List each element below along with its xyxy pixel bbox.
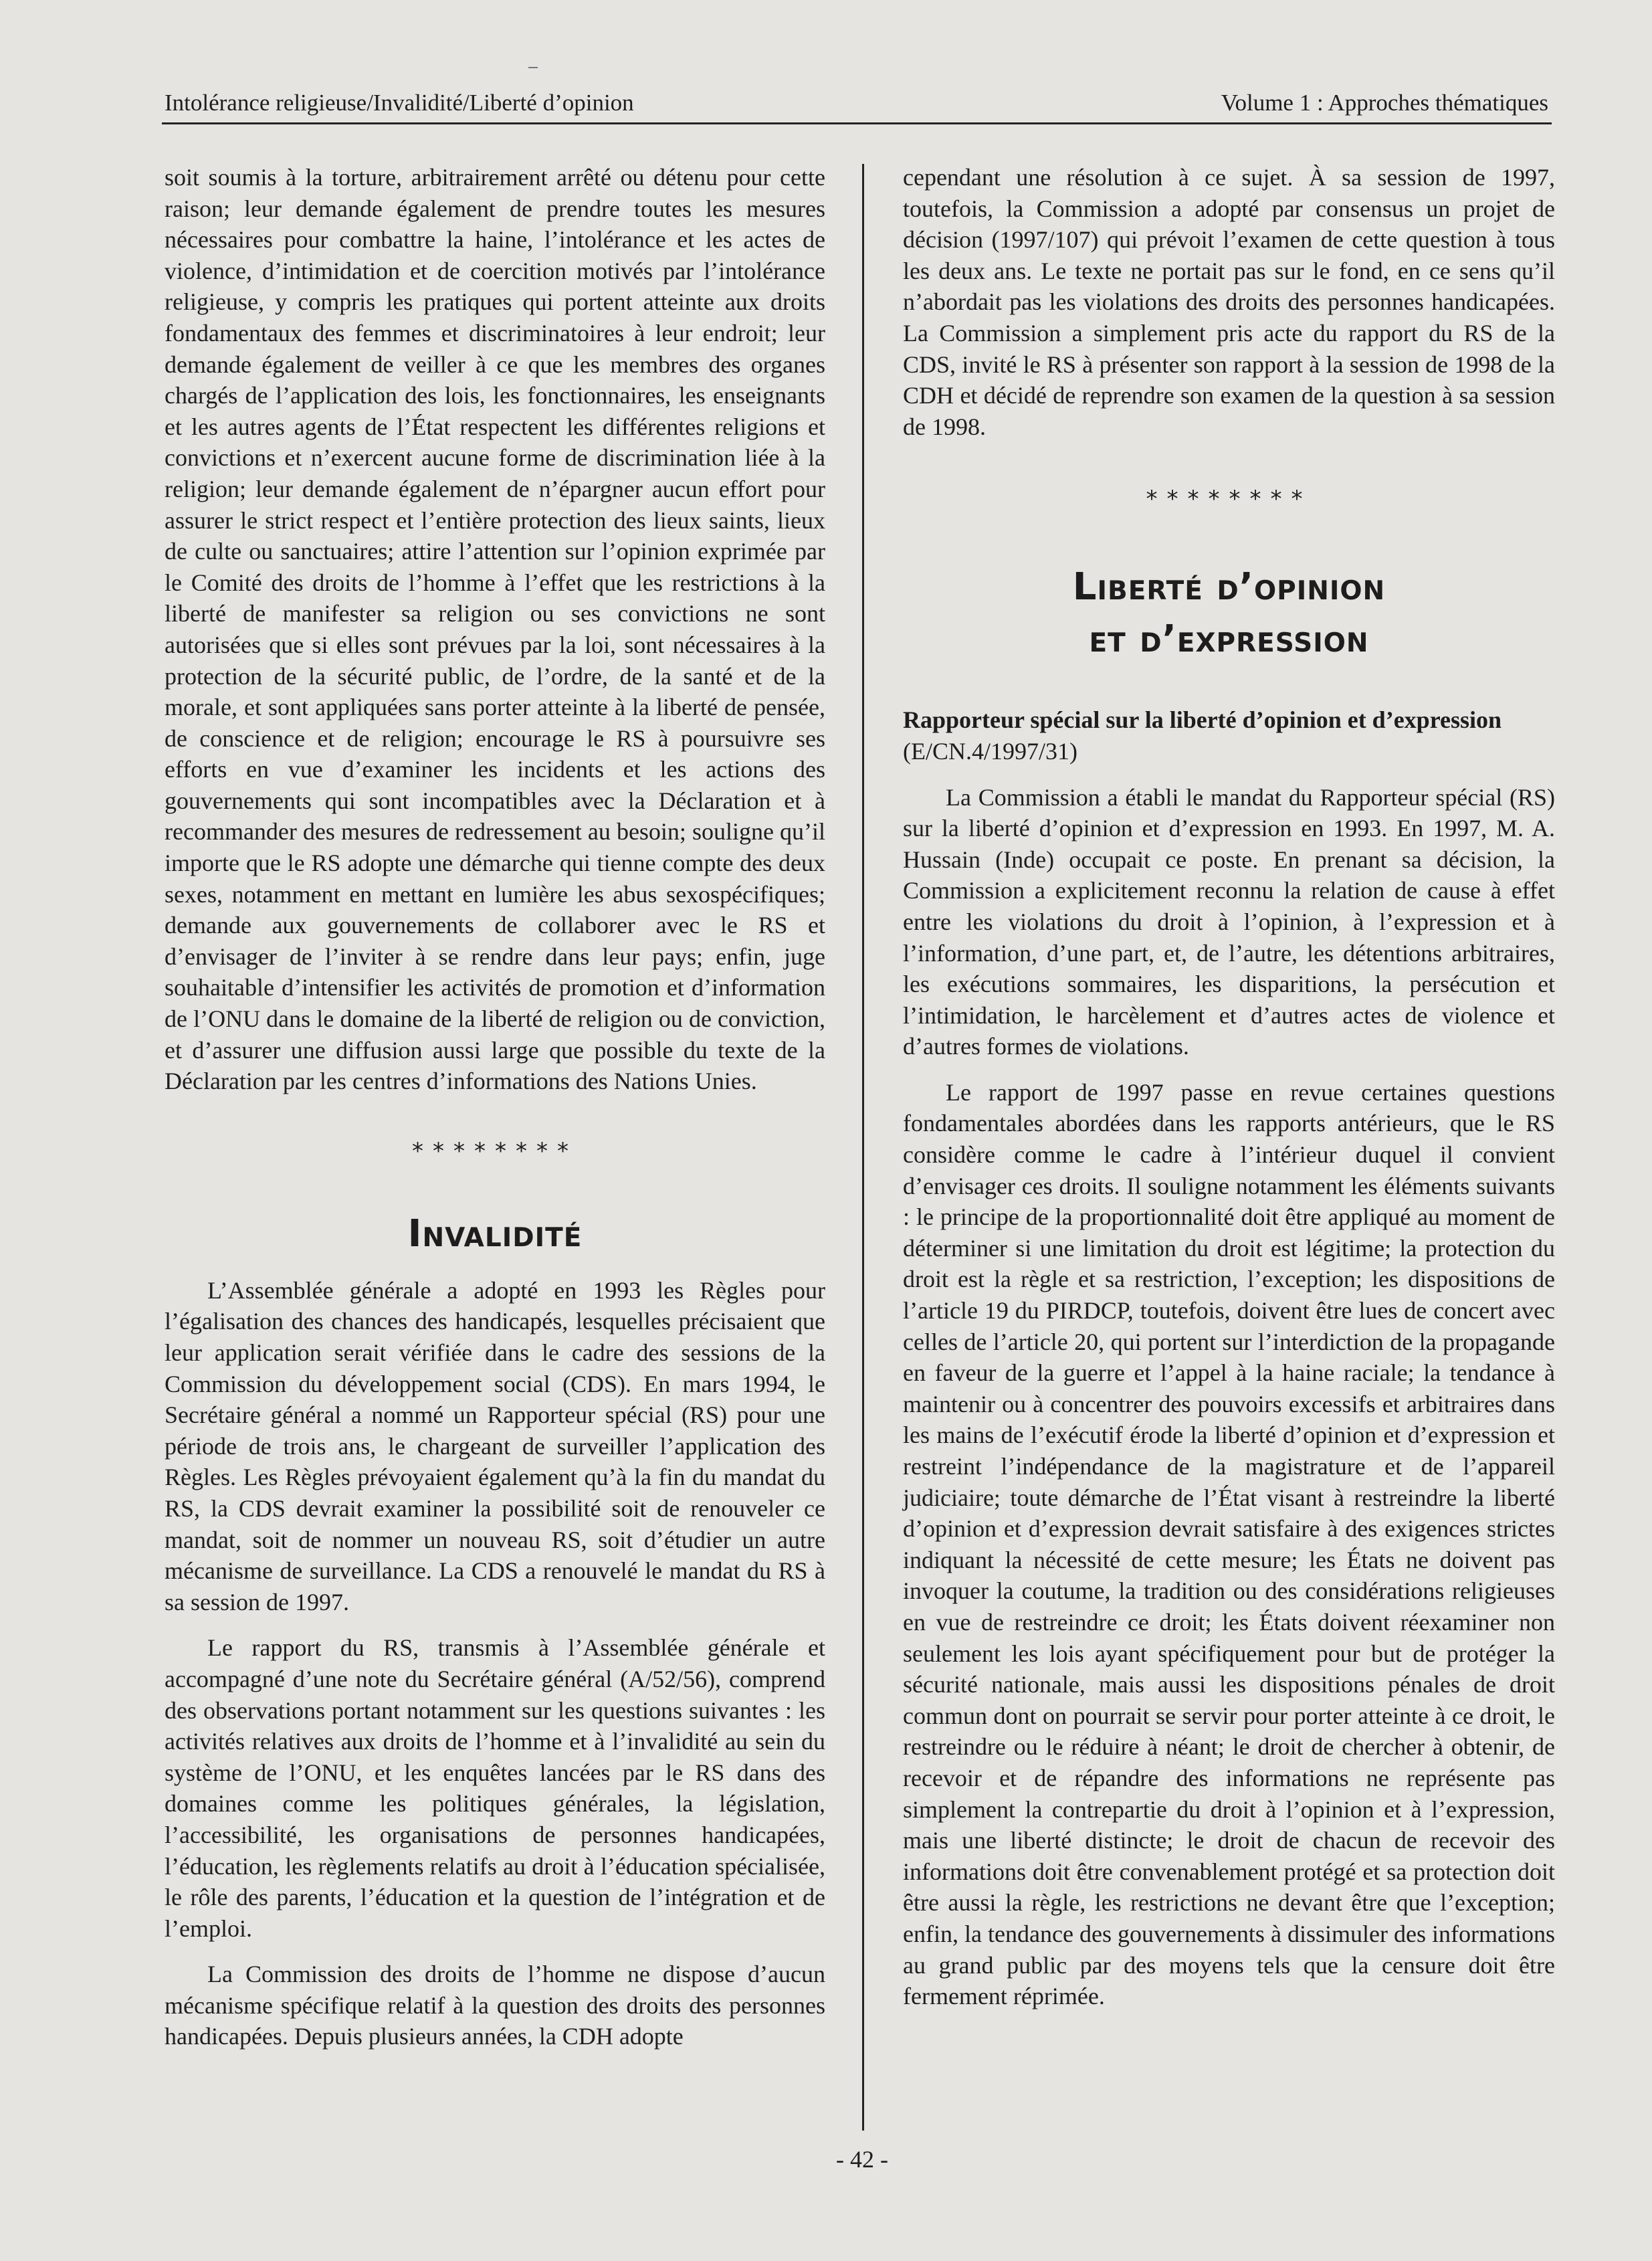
header-rule <box>162 122 1552 124</box>
document-reference: (E/CN.4/1997/31) <box>903 737 1077 765</box>
running-header-title: Intolérance religieuse/Invalidité/Liberté d’opinion <box>165 90 634 116</box>
section-separator: ******** <box>1146 486 1312 513</box>
left-column <box>165 162 825 2052</box>
paragraph: La Commission a établi le mandat du Rapporteur spécial (RS) sur la liberté d’opinion et d’expression en 1993. En 1997, M. A. Hussain (Inde) occupait ce poste. En prenant sa décision, la Commission a explicitement reconnu la relation de cause à effet entre les violations du droit à l’opinion, à l’expression et à l’information, d’une part, et, de l’autre, les détentions arbitraires, les exécutions sommaires, les disparitions, la persécution et l’intimidation, le harcèlement et d’autres actes de violence et d’autres formes de violations. <box>903 783 1555 1060</box>
paragraph: Le rapport du RS, transmis à l’Assemblée générale et accompagné d’une note du Secrétaire général (A/52/56), comprend des observations portant notamment sur les questions suivantes : les activités relatives aux droits de l’homme et à l’invalidité au sein du système de l’ONU, et les enquêtes lancées par le RS dans des domaines comme les politiques générales, la législation, l’accessibilité, les organisations de personnes handicapées, l’éducation, les règlements relatifs au droit à l’éducation spécialisée, le rôle des parents, l’éducation et la question de l’intégration et de l’emploi. <box>165 1634 825 1942</box>
section-heading-line: Liberté d’opinion <box>1072 565 1386 609</box>
section-heading-line: et d’expression <box>1089 617 1369 662</box>
subsection-heading <box>903 704 1555 767</box>
paragraph: La Commission des droits de l’homme ne dispose d’aucun mécanisme spécifique relatif à la question des droits des personnes handicapées. Depuis plusieurs années, la CDH adopte <box>165 1961 825 2050</box>
right-column <box>903 162 1555 2012</box>
paragraph: L’Assemblée générale a adopté en 1993 les Règles pour l’égalisation des chances des handicapés, lesquelles précisaient que leur application serait vérifiée dans le cadre des sessions de la Commission du développement social (CDS). En mars 1994, le Secrétaire général a nommé un Rapporteur spécial (RS) pour une période de trois ans, le chargeant de surveiller l’application des Règles. Les Règles prévoyaient également qu’à la fin du mandat du RS, la CDS devrait examiner la possibilité soit de renouveler ce mandat, soit de nommer un nouveau RS, soit d’étudier un autre mécanisme de surveillance. La CDS a renouvelé le mandat du RS à sa session de 1997. <box>165 1276 825 1615</box>
section-separator: ******** <box>412 1137 578 1165</box>
paragraph: cependant une résolution à ce sujet. À sa session de 1997, toutefois, la Commission a adopté par consensus un projet de décision (1997/107) qui prévoit l’examen de cette question à tous les deux ans. Le texte ne portait pas sur le fond, en ce sens qu’il n’abordait pas les violations des droits des personnes handicapées. La Commission a simplement pris acte du rapport du RS de la CDS, invité le RS à présenter son rapport à la session de 1998 de la CDH et décidé de reprendre son examen de la question à sa session de 1998. <box>903 164 1555 440</box>
paragraph: Le rapport de 1997 passe en revue certaines questions fondamentales abordées dans les rapports antérieurs, que le RS considère comme le cadre à l’intérieur duquel il convient d’envisager ces droits. Il souligne notamment les éléments suivants : le principe de la proportionnalité doit être appliqué au moment de déterminer si une limitation du droit est légitime; la protection du droit est la règle et sa restriction, l’exception; les dispositions de l’article 19 du PIRDCP, toutefois, doivent être lues de concert avec celles de l’article 20, qui portent sur l’interdiction de la propagande en faveur de la guerre et l’appel à la haine raciale; la tendance à maintenir ou à concentrer des pouvoirs excessifs et arbitraires dans les mains de l’exécutif érode la liberté d’opinion et d’expression et restreint l’indépendance de la magistrature et de l’appareil judiciaire; toute démarche de l’État visant à restreindre la liberté d’opinion et d’expression devrait satisfaire à des exigences strictes indiquant la nécessité de cette mesure; les États ne doivent pas invoquer la coutume, la tradition ou des considérations religieuses en vue de restreindre ce droit; les États doivent réexaminer non seulement les lois ayant spécifiquement pour but de protéger la sécurité nationale, mais aussi les dispositions pénales de droit commun dont on pourrait se servir pour porter atteinte à ce droit, le restreindre ou le réduire à néant; le droit de chercher à obtenir, de recevoir et de répandre des informations ne représente pas simplement la contrepartie du droit à l’opinion et à l’expression, mais une liberté distincte; le droit de chacun de recevoir des informations doit être convenablement protégé et sa protection doit être aussi la règle, les restrictions ne devant être que l’exception; enfin, la tendance des gouvernements à dissimuler des informations au grand public par des moyens tels que la censure doit être fermement réprimée. <box>903 1078 1555 2010</box>
scan-mark <box>528 67 538 68</box>
page-number: - 42 - <box>836 2146 888 2173</box>
section-heading-liberte <box>903 561 1555 666</box>
section-heading-invalidite: Invalidité <box>407 1211 583 1256</box>
subsection-title: Rapporteur spécial sur la liberté d’opinion et d’expression <box>903 706 1502 734</box>
paragraph: soit soumis à la torture, arbitrairement arrêté ou détenu pour cette raison; leur demande également de prendre toutes les mesures nécessaires pour combattre la haine, l’intolérance et les actes de violence, d’intimidation et de coercition motivés par l’intolérance religieuse, y compris les pratiques qui portent atteinte aux droits fondamentaux des femmes et discriminatoires à leur endroit; leur demande également de veiller à ce que les membres des organes chargés de l’application des lois, les fonctionnaires, les enseignants et les autres agents de l’État respectent les différentes religions et convictions et n’exercent aucune forme de discrimination liée à la religion; leur demande également de n’épargner aucun effort pour assurer le strict respect et l’entière protection des lieux saints, lieux de culte ou sanctuaires; attire l’attention sur l’opinion exprimée par le Comité des droits de l’homme à l’effet que les restrictions à la liberté de manifester sa religion ou ses convictions ne sont autorisées que si elles sont prévues par la loi, sont nécessaires à la protection de la sécurité public, de l’ordre, de la santé et de la morale, et sont appliquées sans porter atteinte à la liberté de pensée, de conscience et de religion; encourage le RS à poursuivre ses efforts en vue d’examiner les incidents et les actions des gouvernements qui sont incompatibles avec la Déclaration et à recommander des mesures de redressement au besoin; souligne qu’il importe que le RS adopte une démarche qui tienne compte des deux sexes, notamment en mettant en lumière les abus sexospécifiques; demande aux gouvernements de collaborer avec le RS et d’envisager de l’inviter à se rendre dans leur pays; enfin, juge souhaitable d’intensifier les activités de promotion et d’information de l’ONU dans le domaine de la liberté de religion ou de conviction, et d’assurer une diffusion aussi large que possible du texte de la Déclaration par les centres d’informations des Nations Unies. <box>165 164 825 1095</box>
running-header-volume: Volume 1 : Approches thématiques <box>1221 90 1548 116</box>
column-divider <box>862 164 864 2131</box>
